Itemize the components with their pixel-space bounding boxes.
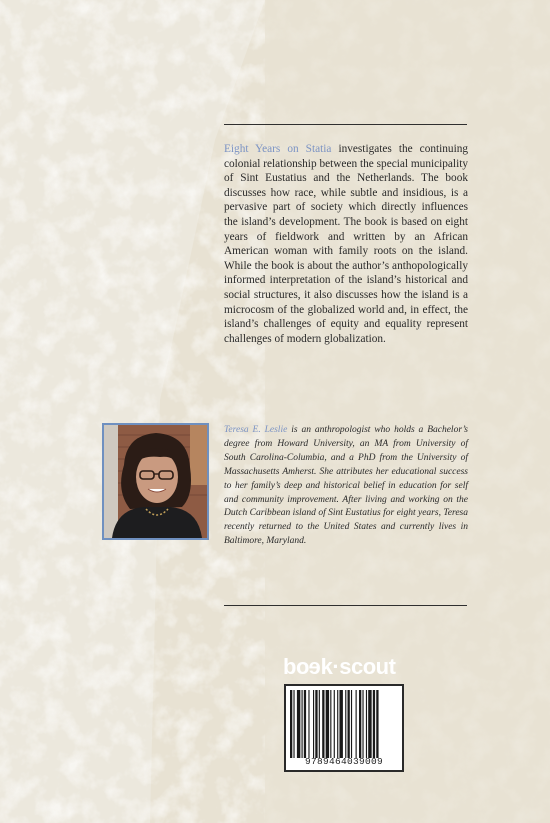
logo-separator: · [332,654,340,679]
barcode-bar [368,690,371,758]
isbn-barcode [284,684,404,772]
barcode-bar [345,690,346,758]
logo-text-bo: bo [283,654,309,679]
book-title-text: Eight Years on Statia [224,143,332,155]
barcode-bar [290,690,292,758]
barcode-bar [313,690,314,758]
barcode-bar [356,690,357,758]
barcode-bar [339,690,342,758]
barcode-bars [290,690,402,758]
barcode-bar [315,690,317,758]
barcode-bar [326,690,329,758]
barcode-bar [366,690,367,758]
barcode-bar [330,690,331,758]
barcode-bar [334,690,335,758]
logo-text-e: e [308,654,321,679]
barcode-bar [376,690,378,758]
author-bio-text: is an anthropologist who holds a Bachelor’s degree from Howard University, an MA from University of South Carolina-Columbia, and a PhD from the University of Massachusetts Amherst. She attributes her educational success to her family’s deep and historical belief in education for self and community improvement. After living and working on the Dutch Caribbean island of Sint Eustatius for eight years, Teresa recently returned to the United States and currently lives in Baltimore, Maryland. [224,425,469,547]
barcode-bar [319,690,320,758]
barcode-bar [351,690,352,758]
isbn-number: 9789464039009 [304,756,383,767]
author-portrait-image [104,425,207,538]
barcode-bar [348,690,350,758]
bottom-rule [224,605,467,606]
barcode-bar [297,690,300,758]
author-name: Teresa E. Leslie [224,425,288,435]
logo-text-scout: scout [339,654,396,679]
top-rule [224,124,467,125]
barcode-bar [304,690,306,758]
barcode-bar [293,690,294,758]
publisher-logo [283,654,405,680]
logo-text-k: k [320,654,333,679]
book-description [224,142,468,346]
barcode-bar [362,690,363,758]
barcode-bar [322,690,324,758]
barcode-bar [337,690,338,758]
author-bio [224,424,468,549]
barcode-bar [373,690,375,758]
barcode-bar [359,690,361,758]
author-photo [102,423,209,540]
barcode-bar [302,690,303,758]
description-text: investigates the continuing colonial relationship between the special municipality of Sint Eustatius and the Netherlands. The book discusses how race, while subtle and insidious, is a pervasive part of society which directly influences the island’s development. The book is based on eight years of fieldwork and written by an African American woman with family roots on the island. While the book is about the author’s anthopologically informed interpretation of the island’s historical and social structures, it also discusses how the island is a microcosm of the globalized world and, in effect, the island’s challenges of equity and equality represent challenges of modern globalization. [224,143,468,345]
barcode-bar [308,690,309,758]
